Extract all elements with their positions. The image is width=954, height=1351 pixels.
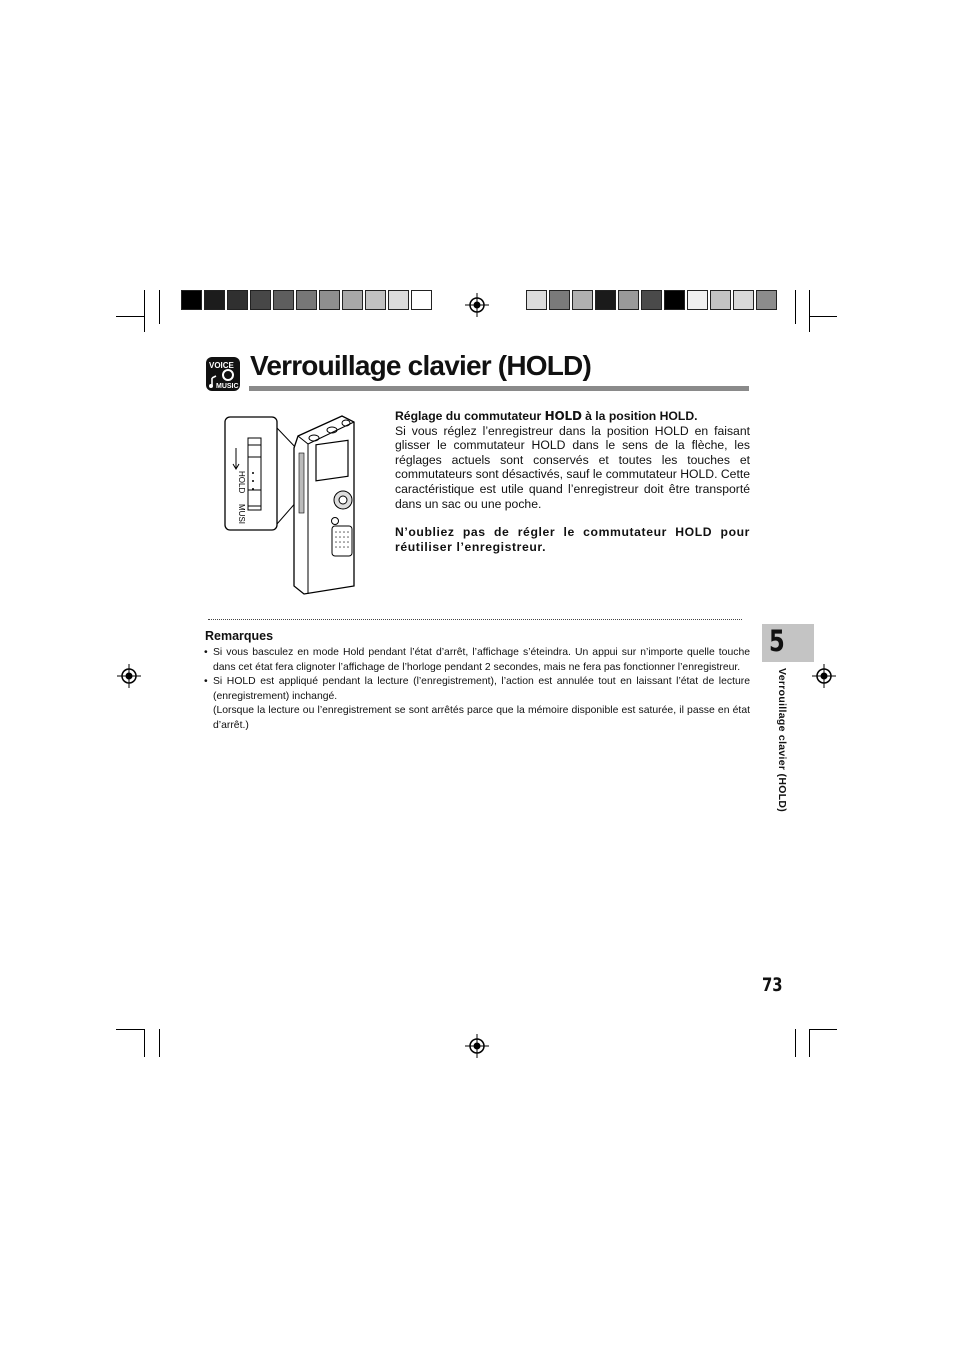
- color-swatch: [733, 290, 754, 310]
- color-swatch: [204, 290, 225, 310]
- list-item: • Si vous basculez en mode Hold pendant l’état d’arrêt, l’affichage s’éteindra. Un appui sur n’importe quelle touche dans cet état fera clignoter l’affichage de l’horloge pendant 2 secondes, mais ne fera pas fonctionner l’enregistreur.: [204, 647, 750, 673]
- color-bar-left: [181, 290, 434, 312]
- color-swatch: [687, 290, 708, 310]
- voice-music-icon: [206, 357, 240, 391]
- color-swatch: [572, 290, 593, 310]
- color-swatch: [641, 290, 662, 310]
- color-swatch: [664, 290, 685, 310]
- hold-switch-label: HOLD: [237, 471, 246, 494]
- color-swatch: [273, 290, 294, 310]
- music-switch-label: MUSI: [237, 504, 246, 524]
- chapter-number: 5: [769, 624, 785, 658]
- color-swatch: [296, 290, 317, 310]
- page-number: 73: [762, 974, 783, 996]
- color-swatch: [618, 290, 639, 310]
- remarks-title: Remarques: [205, 629, 274, 643]
- chapter-side-label: Verrouillage clavier (HOLD): [776, 668, 788, 813]
- color-swatch: [181, 290, 202, 310]
- color-swatch: [250, 290, 271, 310]
- color-swatch: [526, 290, 547, 310]
- page-title: Verrouillage clavier (HOLD): [250, 350, 591, 381]
- registration-mark-bottom-icon: [465, 1034, 489, 1058]
- recorder-illustration: [222, 408, 362, 598]
- color-swatch: [411, 290, 432, 310]
- registration-mark-left-icon: [117, 664, 141, 688]
- remarks-list: [204, 646, 750, 733]
- color-swatch: [227, 290, 248, 310]
- svg-text:MUSIC: MUSIC: [216, 383, 239, 390]
- section-body: Si vous réglez l’enregistreur dans la position HOLD en faisant glisser le commutateur HOLD dans le sens de la flèche, les réglages actuels sont conservés et toutes les touches et commutateurs sont désactivés, sauf le commutateur HOLD. Cette caractéristique est utile quand l’enregistreur doit être transporté dans un sac ou une poche.: [395, 423, 750, 511]
- hold-warning: N’oubliez pas de régler le commutateur HOLD pour réutiliser l’enregistreur.: [395, 525, 750, 554]
- section-heading: Réglage du commutateur HOLD à la position HOLD.: [395, 409, 698, 423]
- color-swatch: [365, 290, 386, 310]
- color-swatch: [319, 290, 340, 310]
- list-item: • Si HOLD est appliqué pendant la lecture (l’enregistrement), l’action est annulée tout en laissant l’état de lecture (enregistrement) inchangé.: [204, 676, 750, 702]
- color-swatch: [710, 290, 731, 310]
- color-bar-right: [526, 290, 779, 312]
- title-rule: [249, 386, 749, 391]
- color-swatch: [595, 290, 616, 310]
- dotted-divider: [208, 619, 742, 620]
- color-swatch: [549, 290, 570, 310]
- svg-text:VOICE: VOICE: [209, 361, 234, 370]
- color-swatch: [342, 290, 363, 310]
- color-swatch: [756, 290, 777, 310]
- remark-continuation: (Lorsque la lecture ou l’enregistrement se sont arrêtés parce que la mémoire disponible est saturée, il passe en état d’arrêt.): [213, 705, 750, 731]
- color-swatch: [388, 290, 409, 310]
- registration-mark-top-icon: [465, 293, 489, 317]
- hold-section: [395, 409, 750, 554]
- registration-mark-right-icon: [812, 664, 836, 688]
